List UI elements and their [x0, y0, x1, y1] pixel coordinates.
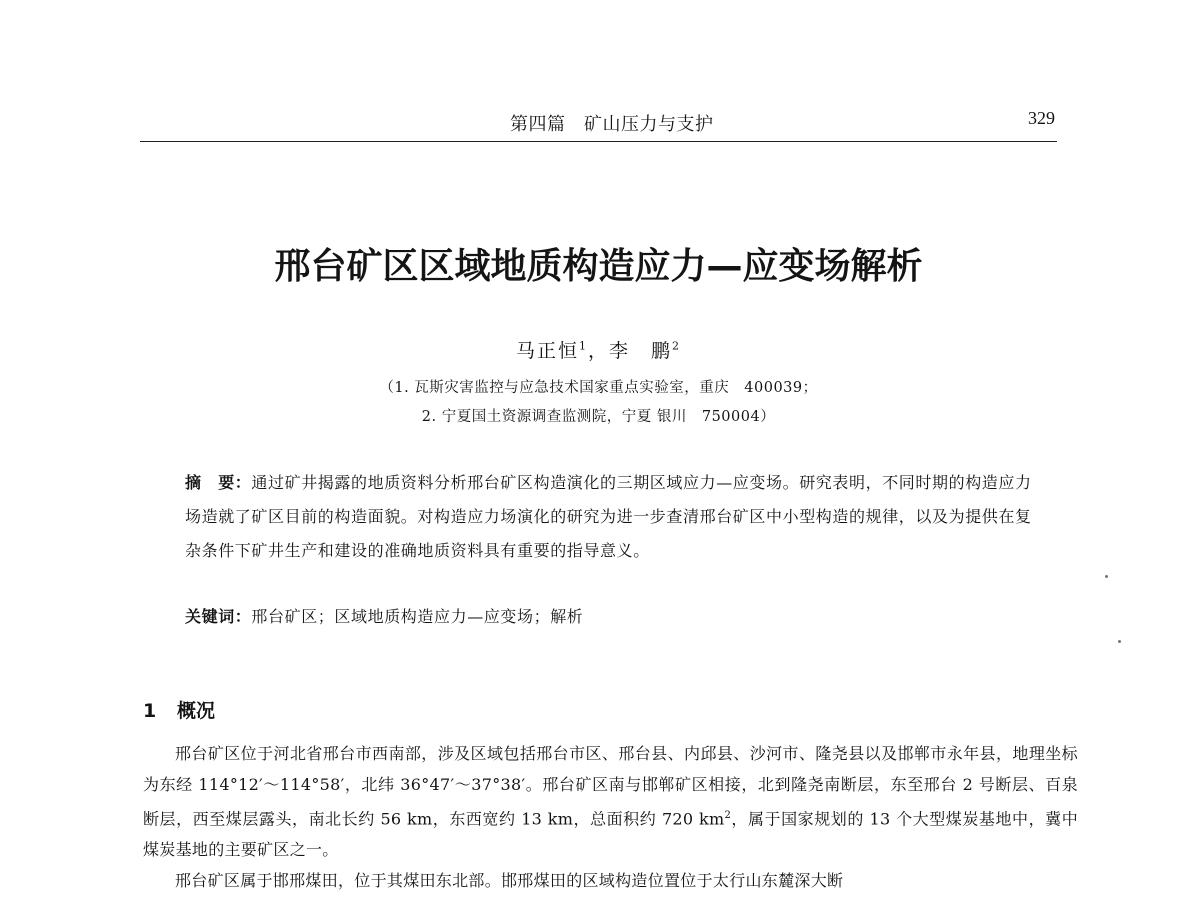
abstract-label: 摘 要：: [185, 473, 252, 492]
affiliation-2: 2. 宁夏国土资源调查监测院，宁夏 银川 750004）: [421, 409, 776, 425]
paragraph-text: 邢台矿区属于邯邢煤田，位于其煤田东北部。邯邢煤田的区域构造位置位于太行山东麓深大断: [175, 871, 844, 891]
page-number: 329: [1028, 108, 1055, 128]
abstract-text: 通过矿井揭露的地质资料分析邢台矿区构造演化的三期区域应力—应变场。研究表明，不同时期的构造应力场造就了矿区目前的构造面貌。对构造应力场演化的研究为进一步查清邢台矿区中小型构造的规律，以及为提供在复杂条件下矿井生产和建设的准确地质资料具有重要的指导意义。: [185, 473, 1032, 560]
scan-speck: [1118, 640, 1121, 643]
author-name: 李 鹏: [609, 340, 673, 362]
superscript: 2: [724, 810, 732, 821]
author-affiliation-mark: 2: [672, 339, 682, 353]
paragraph-text: 邢台矿区位于河北省邢台市西南部，涉及区域包括邢台市区、邢台县、内邱县、沙河市、隆尧县以及邯郸市永年县，地理坐标为东经 114°12′～114°58′，北纬 36°47′～37°38′。邢台矿区南与邯郸矿区相接，北到隆尧南断层，东至邢台 2 号断层、百泉断层，西至煤层露头，南北长约 56 km，东西宽约 13 km，总面积约 720 km: [143, 744, 1078, 829]
running-header-section: 第四篇 矿山压力与支护: [510, 114, 714, 135]
paper-title: 邢台矿区区域地质构造应力—应变场解析: [274, 246, 923, 287]
running-header: [140, 104, 1057, 140]
author-name: 马正恒: [515, 340, 579, 362]
body-text: [143, 738, 1078, 896]
paragraph: [143, 865, 1078, 896]
section-title: 概况: [177, 700, 216, 722]
author-separator: ，: [587, 340, 609, 362]
header-rule: [140, 141, 1057, 142]
affiliation-1: （1. 瓦斯灾害监控与应急技术国家重点实验室，重庆 400039；: [379, 380, 818, 396]
keywords-text: 邢台矿区；区域地质构造应力—应变场；解析: [251, 607, 584, 626]
section-heading: [143, 696, 215, 723]
author-line: [140, 336, 1057, 363]
keywords: [185, 604, 1033, 627]
author-affiliation-mark: 1: [578, 339, 588, 353]
paragraph-text-tail: ，属于国家规划的 13 个大型煤炭基地中，冀中煤炭基地的主要矿区之一。: [143, 809, 1078, 860]
scan-speck: [1105, 575, 1108, 578]
paragraph: [143, 738, 1078, 865]
abstract: [185, 466, 1033, 568]
section-number: 1: [143, 700, 157, 722]
keywords-label: 关键词：: [185, 607, 252, 626]
